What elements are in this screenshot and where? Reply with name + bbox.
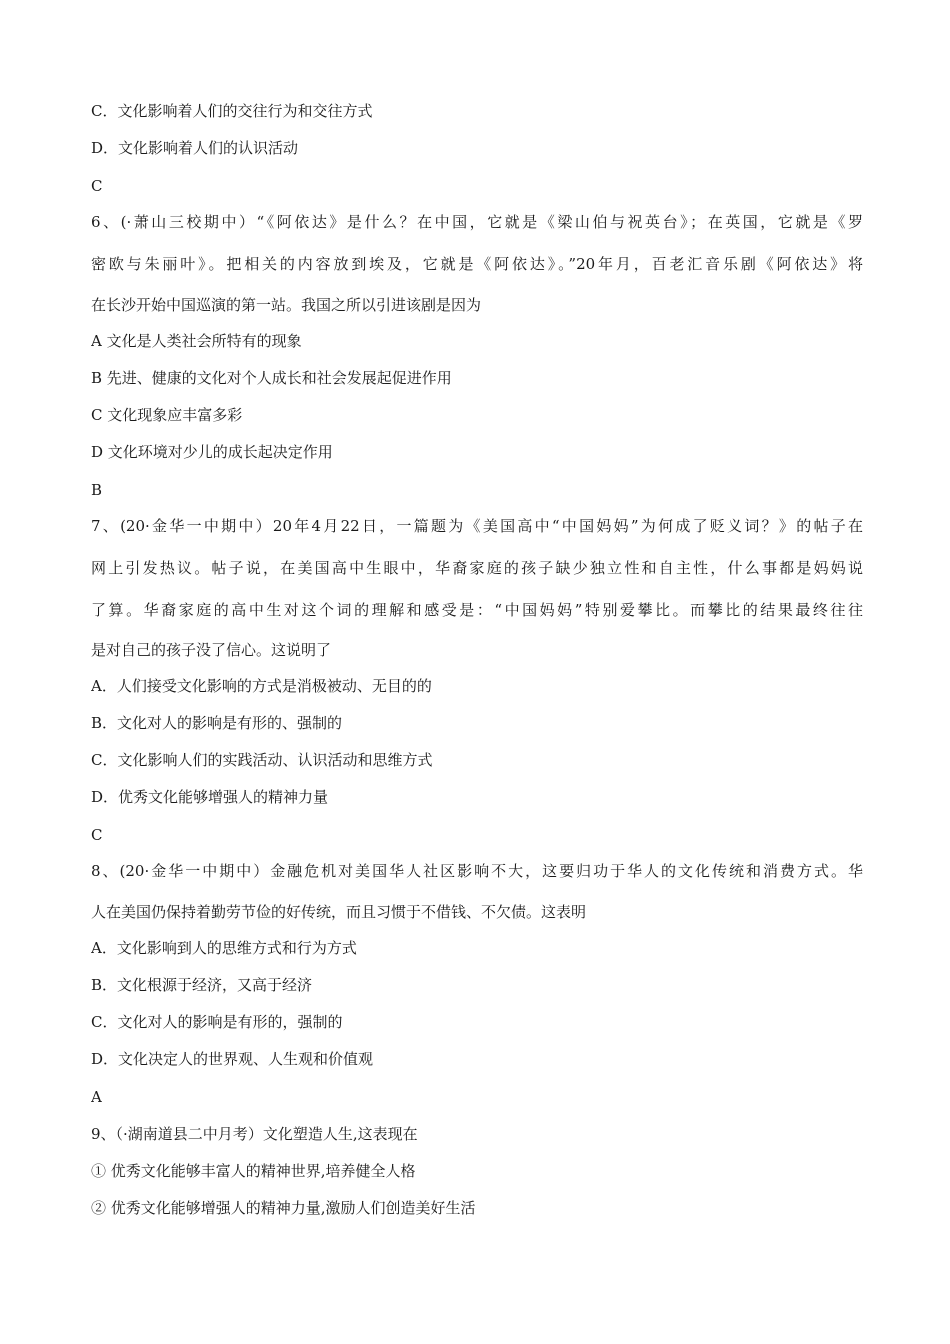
option-d-q7: D．优秀文化能够增强人的精神力量 xyxy=(91,788,329,806)
option-a-q7: A．人们接受文化影响的方式是消极被动、无目的的 xyxy=(91,677,432,695)
option-c-q8: C．文化对人的影响是有形的，强制的 xyxy=(91,1013,343,1031)
statement-2-q9: ② 优秀文化能够增强人的精神力量,激励人们创造美好生活 xyxy=(91,1199,476,1217)
question-8-line-2: 人在美国仍保持着勤劳节俭的好传统，而且习惯于不借钱、不欠债。这表明 xyxy=(91,903,587,921)
question-6-line-3: 在长沙开始中国巡演的第一站。我国之所以引进该剧是因为 xyxy=(91,296,482,314)
option-b-q6: B 先进、健康的文化对个人成长和社会发展起促进作用 xyxy=(91,369,452,387)
option-c-q5: C．文化影响着人们的交往行为和交往方式 xyxy=(91,102,373,120)
statement-1-q9: ① 优秀文化能够丰富人的精神世界,培养健全人格 xyxy=(91,1162,416,1180)
option-a-q6: A 文化是人类社会所特有的现象 xyxy=(91,332,302,350)
question-6-line-2: 密欧与朱丽叶》。把相关的内容放到埃及，它就是《阿依达》。”20年月，百老汇音乐剧《阿依达》将 xyxy=(91,255,863,273)
answer-q5: C xyxy=(91,177,103,195)
question-7-line-4: 是对自己的孩子没了信心。这说明了 xyxy=(91,641,332,659)
answer-q7: C xyxy=(91,826,103,844)
question-7-line-2: 网上引发热议。帖子说，在美国高中生眼中，华裔家庭的孩子缺少独立性和自主性，什么事都是妈妈说 xyxy=(91,559,863,577)
answer-q8: A xyxy=(91,1088,102,1106)
option-c-q6: C 文化现象应丰富多彩 xyxy=(91,406,243,424)
question-7-line-1: 7、(20·金华一中期中）20年4月22日，一篇题为《美国高中“中国妈妈”为何成了贬义词？》的帖子在 xyxy=(91,517,863,535)
answer-q6: B xyxy=(91,481,103,499)
option-d-q5: D．文化影响着人们的认识活动 xyxy=(91,139,299,157)
question-6-line-1: 6、(·萧山三校期中）“《阿依达》是什么？在中国，它就是《梁山伯与祝英台》；在英国，它就是《罗 xyxy=(91,213,863,231)
option-b-q7: B．文化对人的影响是有形的、强制的 xyxy=(91,714,343,732)
option-d-q8: D．文化决定人的世界观、人生观和价值观 xyxy=(91,1050,374,1068)
option-a-q8: A．文化影响到人的思维方式和行为方式 xyxy=(91,939,357,957)
option-c-q7: C．文化影响人们的实践活动、认识活动和思维方式 xyxy=(91,751,433,769)
question-8-line-1: 8、(20·金华一中期中）金融危机对美国华人社区影响不大，这要归功于华人的文化传统和消费方式。华 xyxy=(91,862,863,880)
question-7-line-3: 了算。华裔家庭的高中生对这个词的理解和感受是：“中国妈妈”特别爱攀比。而攀比的结果最终往往 xyxy=(91,601,863,619)
option-d-q6: D 文化环境对少儿的成长起决定作用 xyxy=(91,443,333,461)
option-b-q8: B．文化根源于经济，又高于经济 xyxy=(91,976,313,994)
question-9-line-1: 9、（·湖南道县二中月考）文化塑造人生,这表现在 xyxy=(91,1125,418,1143)
